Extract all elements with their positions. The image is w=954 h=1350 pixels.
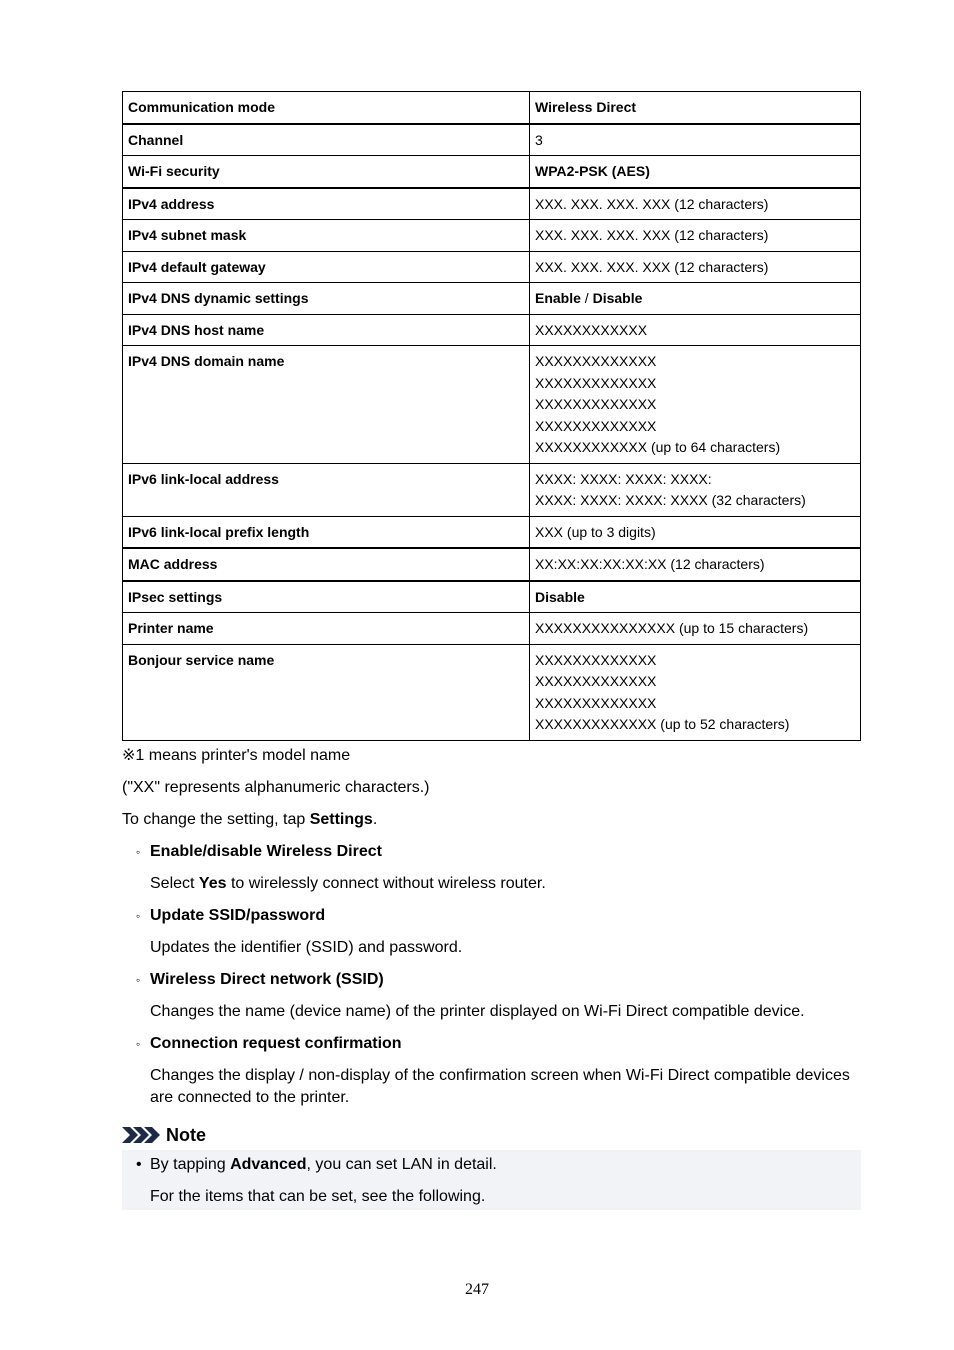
table-row xyxy=(123,124,861,156)
setting-value: Wireless Direct xyxy=(530,92,861,124)
note-arrows-icon xyxy=(122,1127,160,1143)
table-row xyxy=(123,220,861,252)
setting-label: Channel xyxy=(123,124,530,156)
advanced-keyword: Advanced xyxy=(230,1156,307,1173)
setting-value: XXXX: XXXX: XXXX: XXXX: XXXX: XXXX: XXXX: XXXX (32 characters) xyxy=(530,463,861,516)
table-row xyxy=(123,463,861,516)
setting-label: IPv6 link-local prefix length xyxy=(123,516,530,548)
option-title: Wireless Direct network (SSID) xyxy=(150,971,384,988)
setting-value: WPA2-PSK (AES) xyxy=(530,156,861,188)
setting-label: IPv4 subnet mask xyxy=(123,220,530,252)
table-row xyxy=(123,346,861,464)
setting-value: XXXXXXXXXXXXXXX (up to 15 characters) xyxy=(530,613,861,645)
footnote-model: ※1 means printer's model name xyxy=(122,747,351,764)
change-setting-suffix: . xyxy=(372,811,378,828)
table-row xyxy=(123,156,861,188)
setting-label: IPv4 DNS domain name xyxy=(123,346,530,464)
note-line-1: • By tapping Advanced, you can set LAN in detail. xyxy=(136,1154,497,1176)
setting-label: IPv4 DNS host name xyxy=(123,314,530,346)
table-row xyxy=(123,251,861,283)
footnote-xx: ("XX" represents alphanumeric characters.) xyxy=(122,779,430,796)
setting-value: XXXXXXXXXXXX xyxy=(530,314,861,346)
option-enable-disable xyxy=(122,841,861,895)
setting-label: IPv4 address xyxy=(123,188,530,220)
page-content xyxy=(122,91,861,1205)
option-network-ssid xyxy=(122,969,861,1023)
setting-value: XXXXXXXXXXXXX XXXXXXXXXXXXX XXXXXXXXXXXXX XXXXXXXXXXXXX (up to 52 characters) xyxy=(530,644,861,740)
option-bullet: ◦ xyxy=(136,909,141,923)
setting-value: XXX (up to 3 digits) xyxy=(530,516,861,548)
setting-label: Bonjour service name xyxy=(123,644,530,740)
note-box xyxy=(122,1150,861,1210)
option-description: Updates the identifier (SSID) and password. xyxy=(150,939,463,956)
setting-value: XX:XX:XX:XX:XX:XX (12 characters) xyxy=(530,548,861,581)
note-heading xyxy=(122,1123,206,1147)
settings-keyword: Settings xyxy=(309,811,373,828)
option-description: Changes the name (device name) of the printer displayed on Wi-Fi Direct compatible device. xyxy=(150,1003,805,1020)
table-row xyxy=(123,516,861,548)
page-number: 247 xyxy=(465,1281,489,1298)
option-description: Select Yes to wirelessly connect without wireless router. xyxy=(150,875,546,892)
setting-label: Wi-Fi security xyxy=(123,156,530,188)
setting-label: IPv6 link-local address xyxy=(123,463,530,516)
setting-value: 3 xyxy=(530,124,861,156)
note-line-2: For the items that can be set, see the following. xyxy=(150,1188,486,1205)
change-setting-text xyxy=(122,809,377,831)
setting-label: MAC address xyxy=(123,548,530,581)
table-row xyxy=(123,548,861,581)
setting-value: Disable xyxy=(530,581,861,613)
option-bullet: ◦ xyxy=(136,1037,141,1051)
table-row xyxy=(123,92,861,124)
note-bullet: • xyxy=(136,1156,142,1173)
option-update-ssid xyxy=(122,905,861,959)
table-row xyxy=(123,283,861,315)
setting-label: Printer name xyxy=(123,613,530,645)
option-description: Changes the display / non-display of the confirmation screen when Wi-Fi Direct compatible devices are connected to the printer. xyxy=(150,1067,850,1106)
setting-label: IPsec settings xyxy=(123,581,530,613)
settings-table xyxy=(122,91,861,741)
option-title: Update SSID/password xyxy=(150,907,326,924)
setting-value: XXX. XXX. XXX. XXX (12 characters) xyxy=(530,220,861,252)
setting-value: XXXXXXXXXXXXX XXXXXXXXXXXXX XXXXXXXXXXXXX XXXXXXXXXXXXX XXXXXXXXXXXX (up to 64 characters) xyxy=(530,346,861,464)
setting-value: Enable / Disable xyxy=(530,283,861,315)
setting-label: IPv4 DNS dynamic settings xyxy=(123,283,530,315)
change-setting-prefix: To change the setting, tap xyxy=(122,811,310,828)
table-row xyxy=(123,188,861,220)
option-title: Connection request confirmation xyxy=(150,1035,402,1052)
table-row xyxy=(123,613,861,645)
option-connection-request xyxy=(122,1033,861,1109)
table-row xyxy=(123,581,861,613)
note-title: Note xyxy=(166,1124,206,1145)
setting-value: XXX. XXX. XXX. XXX (12 characters) xyxy=(530,188,861,220)
option-bullet: ◦ xyxy=(136,973,141,987)
setting-label: IPv4 default gateway xyxy=(123,251,530,283)
table-row xyxy=(123,314,861,346)
table-row xyxy=(123,644,861,740)
setting-label: Communication mode xyxy=(123,92,530,124)
setting-value: XXX. XXX. XXX. XXX (12 characters) xyxy=(530,251,861,283)
option-bullet: ◦ xyxy=(136,845,141,859)
option-title: Enable/disable Wireless Direct xyxy=(150,843,382,860)
